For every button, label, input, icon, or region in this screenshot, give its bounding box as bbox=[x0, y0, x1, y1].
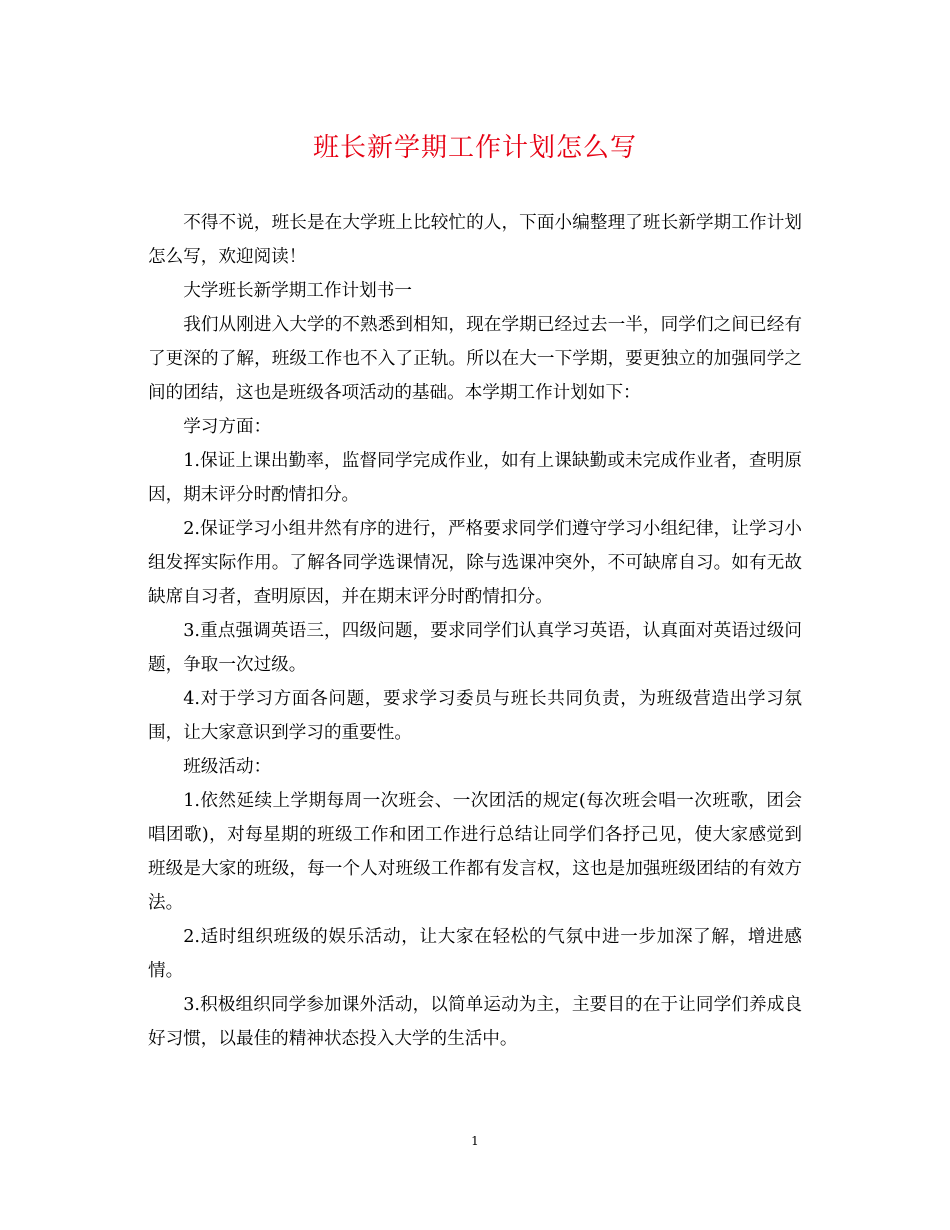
paragraph-intro: 不得不说，班长是在大学班上比较忙的人，下面小编整理了班长新学期工作计划怎么写，欢迎阅读！ bbox=[148, 213, 802, 267]
page-number: 1 bbox=[471, 1134, 479, 1148]
paragraph-activity-2: 2.适时组织班级的娱乐活动，让大家在轻松的气氛中进一步加深了解，增进感情。 bbox=[148, 927, 802, 981]
paragraph-study-2: 2.保证学习小组井然有序的进行，严格要求同学们遵守学习小组纪律，让学习小组发挥实际作用。了解各同学选课情况，除与选课冲突外，不可缺席自习。如有无故缺席自习者，查明原因，并在期末评分时酌情扣分。 bbox=[148, 519, 802, 607]
paragraph-study-3: 3.重点强调英语三，四级问题，要求同学们认真学习英语，认真面对英语过级问题，争取一次过级。 bbox=[148, 621, 802, 675]
paragraph-study-heading: 学习方面： bbox=[183, 417, 272, 437]
paragraph-activity-3: 3.积极组织同学参加课外活动，以简单运动为主，主要目的在于让同学们养成良好习惯，以最佳的精神状态投入大学的生活中。 bbox=[148, 995, 802, 1049]
paragraph-plan-heading: 大学班长新学期工作计划书一 bbox=[183, 281, 412, 301]
paragraph-activity-1: 1.依然延续上学期每周一次班会、一次团活的规定(每次班会唱一次班歌，团会唱团歌)，对每星期的班级工作和团工作进行总结让同学们各抒己见，使大家感觉到班级是大家的班级，每一个人对班级工作都有发言权，这也是加强班级团结的有效方法。 bbox=[148, 791, 802, 913]
paragraph-study-1: 1.保证上课出勤率，监督同学完成作业，如有上课缺勤或未完成作业者，查明原因，期末评分时酌情扣分。 bbox=[148, 451, 802, 505]
paragraph-activity-heading: 班级活动： bbox=[183, 757, 272, 777]
paragraph-study-4: 4.对于学习方面各问题，要求学习委员与班长共同负责，为班级营造出学习氛围，让大家意识到学习的重要性。 bbox=[148, 689, 802, 743]
document-title: 班长新学期工作计划怎么写 bbox=[312, 133, 637, 163]
document-body bbox=[148, 206, 802, 1056]
paragraph-overview: 我们从刚进入大学的不熟悉到相知，现在学期已经过去一半，同学们之间已经有了更深的了解，班级工作也不入了正轨。所以在大一下学期，要更独立的加强同学之间的团结，这也是班级各项活动的基础。本学期工作计划如下： bbox=[148, 315, 802, 403]
